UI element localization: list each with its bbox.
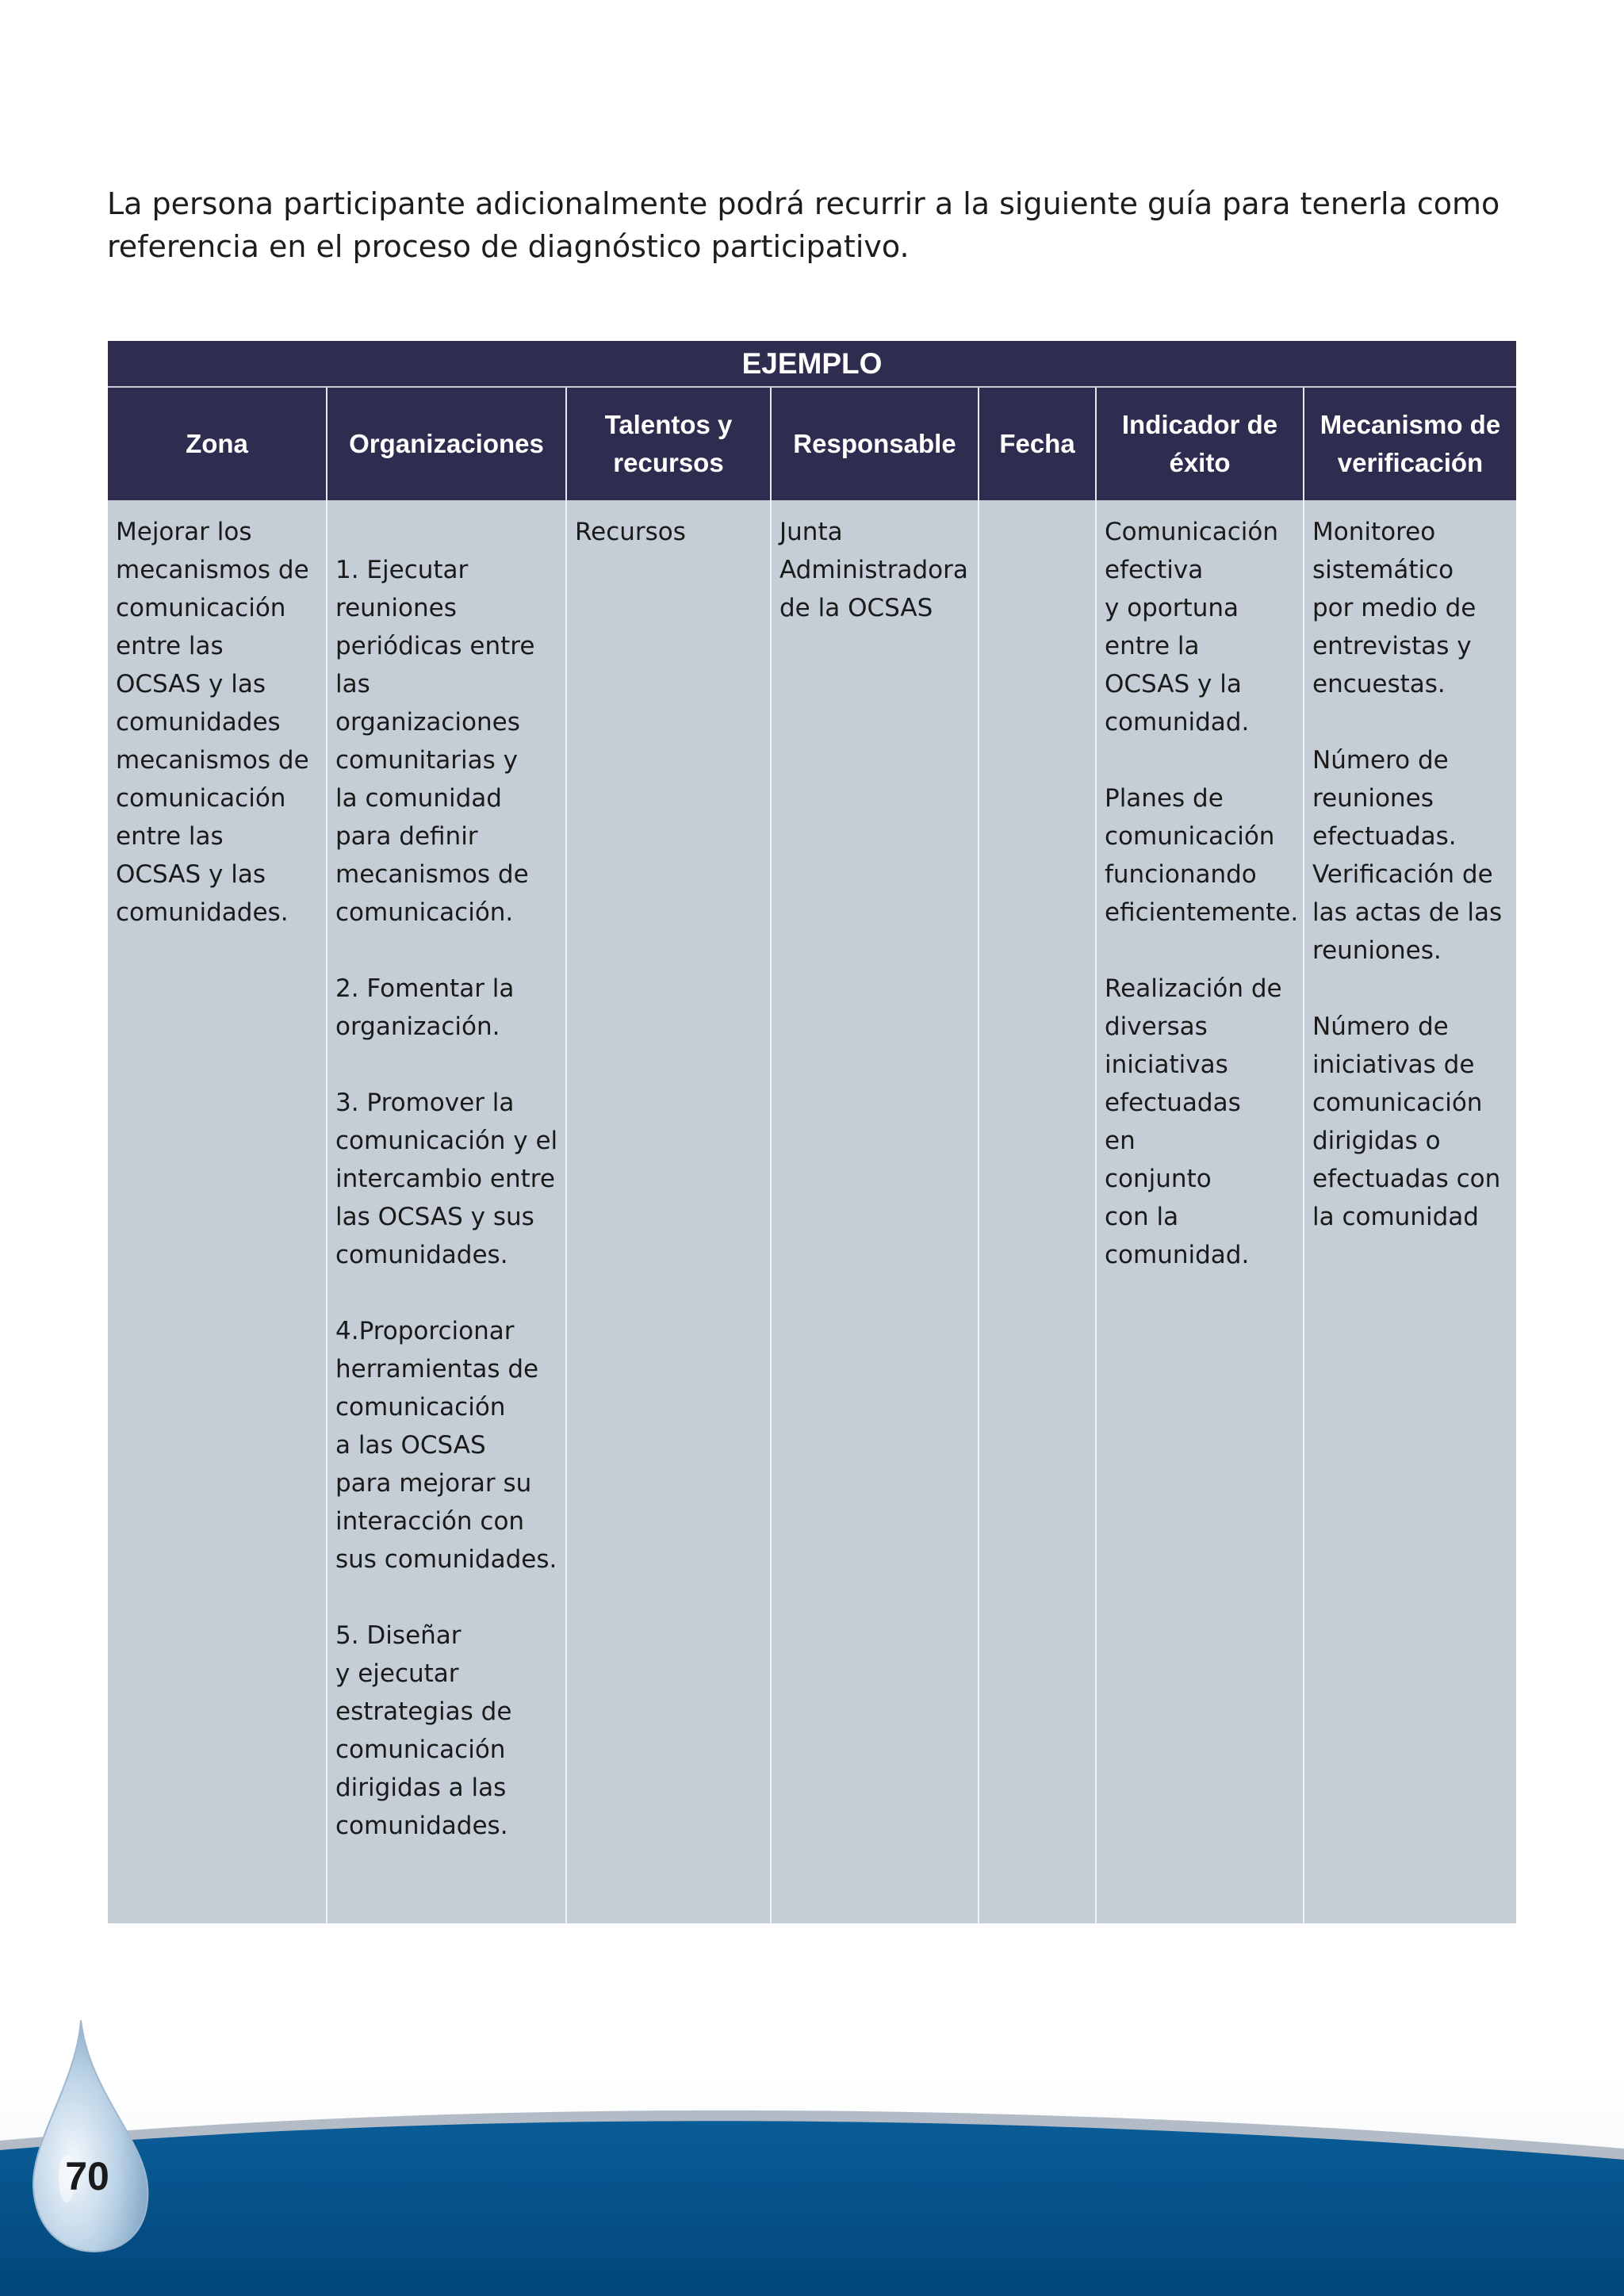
header-responsable: Responsable: [772, 388, 979, 500]
header-indicador-exito: Indicador de éxito: [1097, 388, 1304, 500]
table-title: EJEMPLO: [108, 341, 1516, 386]
footer-wave-decoration: [0, 2077, 1624, 2296]
header-mecanismo-verificacion: Mecanismo de verificación: [1304, 388, 1516, 500]
cell-fecha: [979, 500, 1097, 1923]
cell-organizaciones: 1. Ejecutar reuniones periódicas entre las organizaciones comunitarias y la comunidad para definir mecanismos de comunicación. 2. Fomentar la organización. 3. Promover la comunicación y el intercambio entre las OCSAS y sus comunidades. 4.Proporcionar herramientas de comunicación a las OCSAS para mejorar su interacción con sus comunidades. 5. Diseñar y ejecutar estrategias de comunicación dirigidas a las comunidades.: [327, 500, 567, 1923]
water-drop-icon: [24, 2020, 159, 2258]
cell-mecanismo-verificacion: Monitoreo sistemático por medio de entrevistas y encuestas. Número de reuniones efectuadas. Verificación de las actas de las reuniones. Número de iniciativas de comunicación dirigidas o efectuadas con la comunidad: [1312, 518, 1503, 1231]
table-row: [108, 500, 1516, 1923]
table-header-row: [108, 388, 1516, 500]
cell-zona: Mejorar los mecanismos de comunicación entre las OCSAS y las comunidades mecanismos de comunicación entre las OCSAS y las comunidades.: [108, 500, 327, 1923]
example-table: [108, 341, 1516, 1923]
header-fecha: Fecha: [979, 388, 1097, 500]
intro-paragraph: La persona participante adicionalmente podrá recurrir a la siguiente guía para tenerla como referencia en el proceso de diagnóstico participativo.: [107, 186, 1500, 264]
cell-talentos-recursos: Recursos: [567, 500, 772, 1923]
cell-responsable: Junta Administradora de la OCSAS: [772, 500, 979, 1923]
page-number: 70: [65, 2154, 109, 2198]
header-talentos-recursos: Talentos y recursos: [567, 388, 772, 500]
header-organizaciones: Organizaciones: [327, 388, 567, 500]
header-zona: Zona: [108, 388, 327, 500]
cell-indicador-exito: Comunicación efectiva y oportuna entre la OCSAS y la comunidad. Planes de comunicación funcionando eficientemente. Realización de diversas iniciativas efectuadas en conjunto con la comunidad.: [1097, 500, 1304, 1923]
